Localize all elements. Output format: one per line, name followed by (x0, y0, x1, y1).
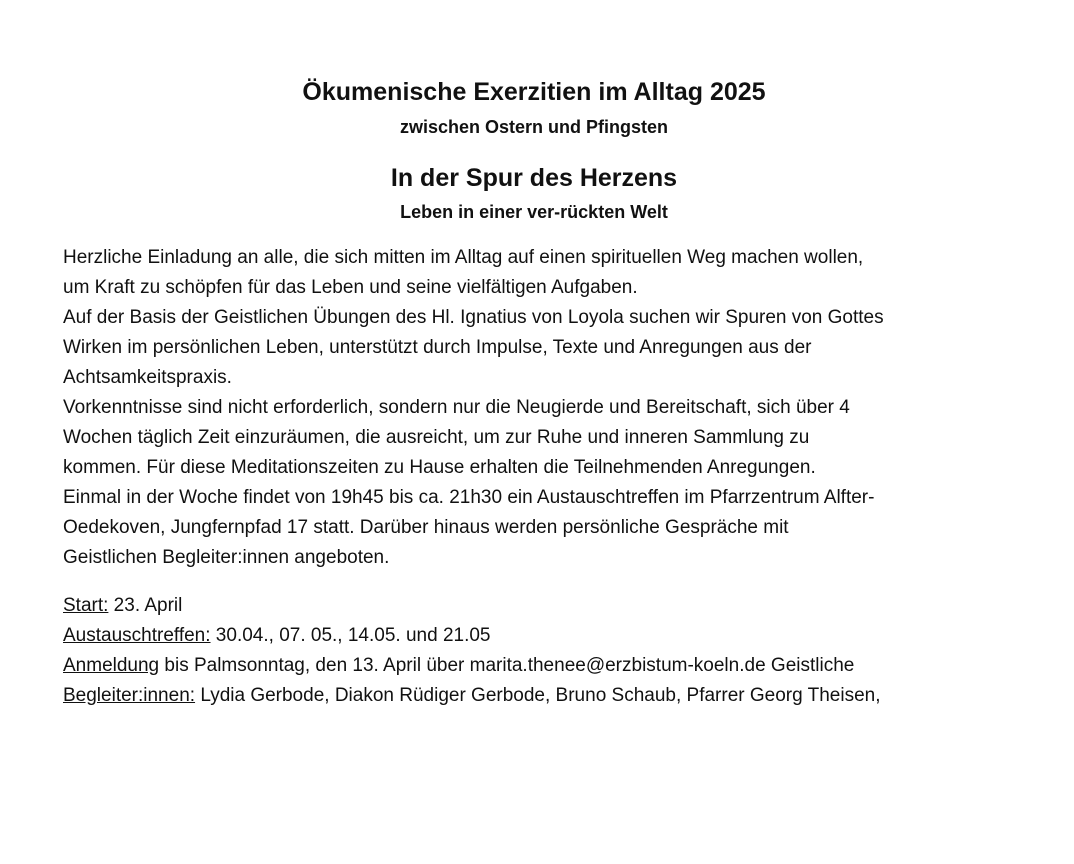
body-line: kommen. Für diese Meditationszeiten zu Hause erhalten die Teilnehmenden Anregungen. (63, 457, 816, 478)
invitation-text (63, 243, 1023, 573)
companions-row (63, 681, 1023, 705)
theme-subtitle: Leben in einer ver-rückten Welt (400, 202, 668, 222)
body-line: Vorkenntnisse sind nicht erforderlich, sondern nur die Neugierde und Bereitschaft, sich über 4 (63, 397, 850, 418)
registration-value: bis Palmsonntag, den 13. April über marita.thenee@erzbistum-koeln.de Geistliche (159, 655, 855, 676)
start-value: 23. April (108, 595, 183, 616)
body-line: Wochen täglich Zeit einzuräumen, die ausreicht, um zur Ruhe und inneren Sammlung zu (63, 427, 810, 448)
body-line: Einmal in der Woche findet von 19h45 bis ca. 21h30 ein Austauschtreffen im Pfarrzentrum Alfter- (63, 487, 875, 508)
exchange-dates: 30.04., 07. 05., 14.05. und 21.05 (210, 625, 491, 646)
body-line: Wirken im persönlichen Leben, unterstützt durch Impulse, Texte und Anregungen aus der (63, 337, 812, 358)
exchange-label: Austauschtreffen: (63, 625, 211, 646)
registration-row (63, 651, 1023, 681)
body-line: Achtsamkeitspraxis. (63, 367, 232, 388)
companions-label: Begleiter:innen: (63, 685, 196, 705)
body-line: um Kraft zu schöpfen für das Leben und seine vielfältigen Aufgaben. (63, 277, 638, 298)
companions-value: Lydia Gerbode, Diakon Rüdiger Gerbode, Bruno Schaub, Pfarrer Georg Theisen, (195, 685, 881, 705)
theme-title: In der Spur des Herzens (390, 164, 678, 192)
start-label: Start: (63, 595, 109, 616)
registration-label: Anmeldung (63, 655, 160, 676)
event-details (63, 591, 1023, 705)
document-subtitle: zwischen Ostern und Pfingsten (399, 117, 669, 137)
start-row (63, 591, 1023, 621)
body-line: Auf der Basis der Geistlichen Übungen des Hl. Ignatius von Loyola suchen wir Spuren von Gottes (63, 307, 884, 328)
body-line: Geistlichen Begleiter:innen angeboten. (63, 547, 390, 568)
body-line: Herzliche Einladung an alle, die sich mitten im Alltag auf einen spirituellen Weg machen wollen, (63, 247, 864, 268)
body-line: Oedekoven, Jungfernpfad 17 statt. Darüber hinaus werden persönliche Gespräche mit (63, 517, 789, 538)
document-title: Ökumenische Exerzitien im Alltag 2025 (302, 78, 766, 106)
exchange-row (63, 621, 1023, 651)
